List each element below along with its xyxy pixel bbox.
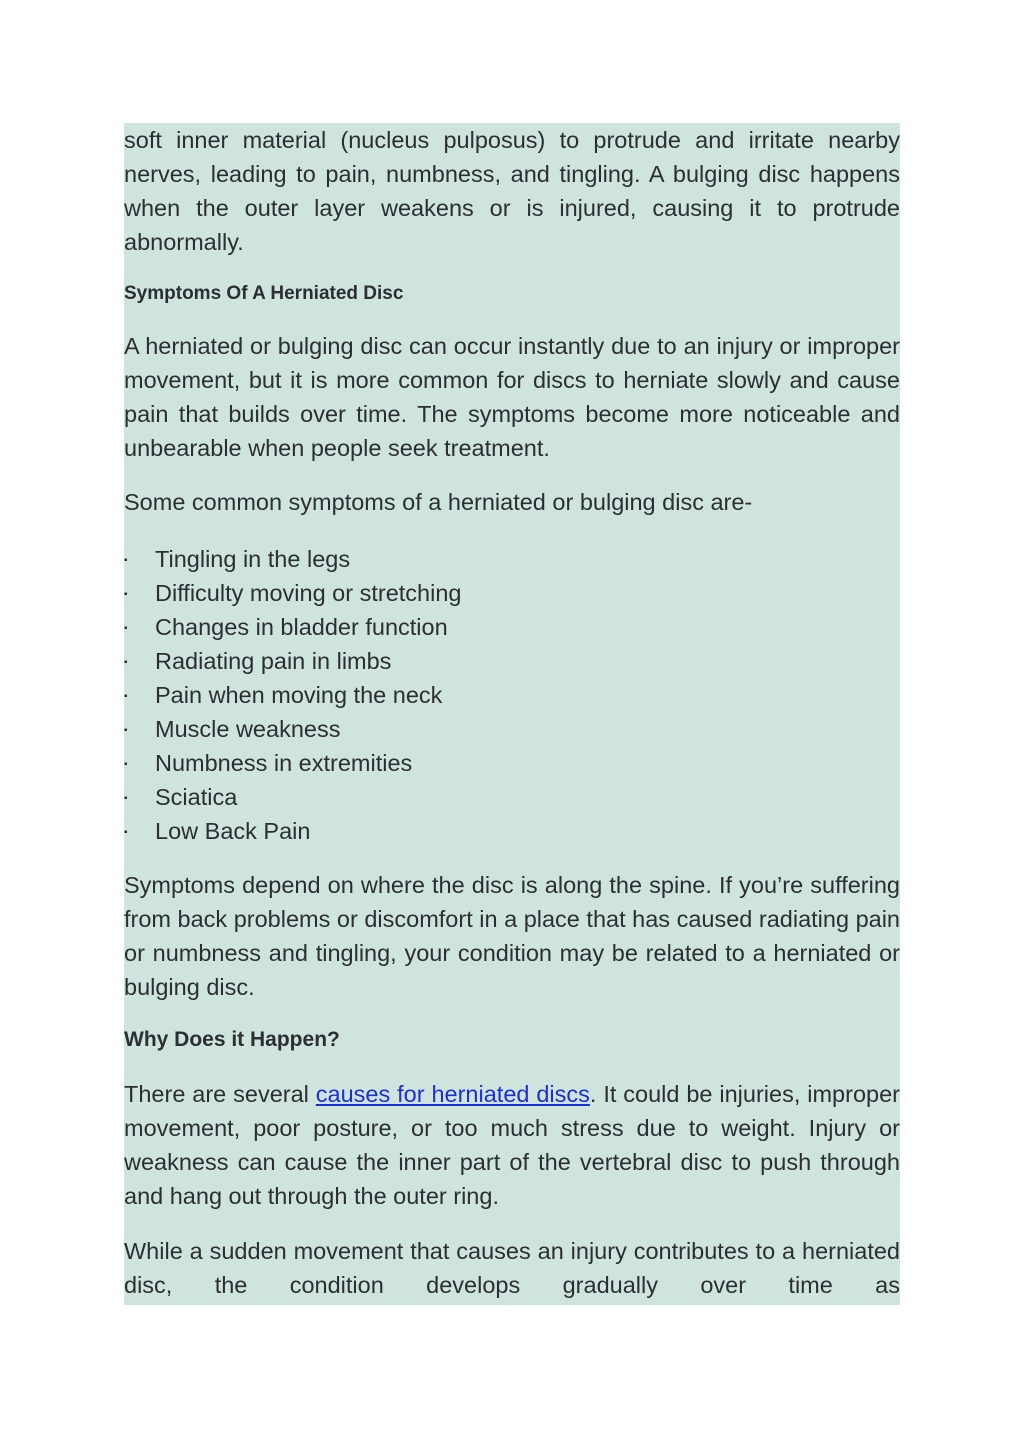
list-item: ▪ Tingling in the legs — [124, 542, 462, 576]
paragraph-gradual-development: While a sudden movement that causes an injury contributes to a herniated disc, the condition develops gradually over time as — [124, 1238, 900, 1298]
bullet-icon: ▪ — [124, 623, 128, 634]
list-item: ▪ Low Back Pain — [124, 814, 462, 848]
heading-why: Why Does it Happen? — [124, 1028, 340, 1051]
article-body — [124, 123, 900, 1305]
bullet-icon: ▪ — [124, 725, 128, 736]
list-item: ▪ Numbness in extremities — [124, 746, 462, 780]
bullet-icon: ▪ — [124, 759, 128, 770]
list-item: ▪ Changes in bladder function — [124, 610, 462, 644]
list-item: ▪ Pain when moving the neck — [124, 678, 462, 712]
list-item: ▪ Sciatica — [124, 780, 462, 814]
bullet-icon: ▪ — [124, 555, 128, 566]
paragraph-symptom-onset: A herniated or bulging disc can occur instantly due to an injury or improper movement, but it is more common for discs to herniate slowly and cause pain that builds over time. The symptoms become more noticeable and unbearable when people seek treatment. — [124, 333, 900, 461]
list-item: ▪ Muscle weakness — [124, 712, 462, 746]
symptoms-list — [124, 542, 462, 848]
bullet-icon: ▪ — [124, 793, 128, 804]
bullet-icon: ▪ — [124, 589, 128, 600]
bullet-icon: ▪ — [124, 657, 128, 668]
list-item: ▪ Radiating pain in limbs — [124, 644, 462, 678]
heading-symptoms: Symptoms Of A Herniated Disc — [124, 283, 404, 304]
bullet-icon: ▪ — [124, 691, 128, 702]
causes-link[interactable]: causes for herniated discs — [315, 1081, 590, 1107]
bullet-icon: ▪ — [124, 827, 128, 838]
list-item: ▪ Difficulty moving or stretching — [124, 576, 462, 610]
paragraph-symptom-location: Symptoms depend on where the disc is along the spine. If you’re suffering from back problems or discomfort in a place that has caused radiating pain or numbness and tingling, your condition may be related to a herniated or bulging disc. — [124, 872, 900, 1000]
paragraph-causes: There are several causes for herniated discs. It could be injuries, improper movement, poor posture, or too much stress due to weight. Injury or weakness can cause the inner part of the vertebral disc to push through and hang out through the outer ring. — [124, 1081, 900, 1209]
paragraph-symptoms-intro: Some common symptoms of a herniated or bulging disc are- — [124, 489, 753, 515]
paragraph-disc-explanation: soft inner material (nucleus pulposus) to protrude and irritate nearby nerves, leading to pain, numbness, and tingling. A bulging disc happens when the outer layer weakens or is injured, causing it to protrude abnormally. — [124, 127, 900, 255]
